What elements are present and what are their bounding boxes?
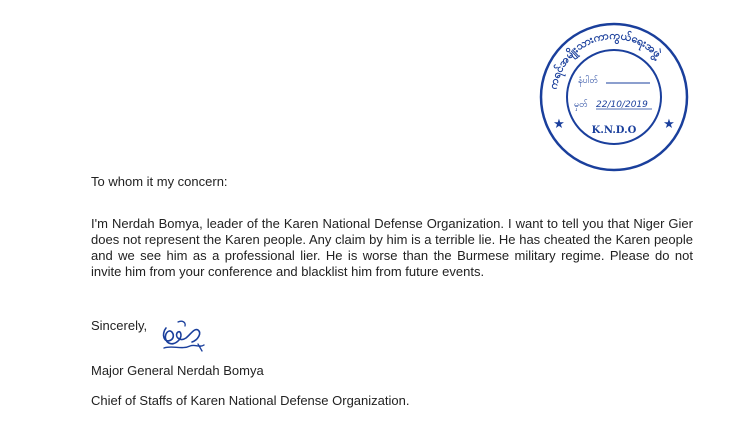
stamp-outer-ring xyxy=(541,24,687,170)
official-stamp xyxy=(538,21,690,173)
stamp-number-label: နံပါတ် xyxy=(578,76,599,86)
stamp-star-left-icon: ★ xyxy=(553,116,565,131)
signer-name: Major General Nerdah Bomya xyxy=(91,363,264,378)
stamp-date: 22/10/2019 xyxy=(596,100,648,110)
stamp-organization: K.N.D.O xyxy=(591,125,637,136)
signer-title: Chief of Staffs of Karen National Defense Organization. xyxy=(91,393,410,408)
salutation: To whom it my concern: xyxy=(91,174,228,189)
stamp-ring-text: ကရင်အမျိုးသားကာကွယ်ရေးအဖွဲ့ xyxy=(546,28,664,91)
stamp-date-label: မှတ် xyxy=(574,100,588,110)
closing: Sincerely, xyxy=(91,318,148,333)
stamp-star-right-icon: ★ xyxy=(663,116,675,131)
letter-body: I'm Nerdah Bomya, leader of the Karen National Defense Organization. I want to tell you that Niger Gier does not represent the Karen people. Any claim by him is a terrible lie. He has cheated the Karen people and we see him as a professional lier. He is worse than the Burmese military regime. Please do not invite him from your conference and blacklist him from future events. xyxy=(91,216,693,279)
handwritten-signature xyxy=(158,318,210,358)
